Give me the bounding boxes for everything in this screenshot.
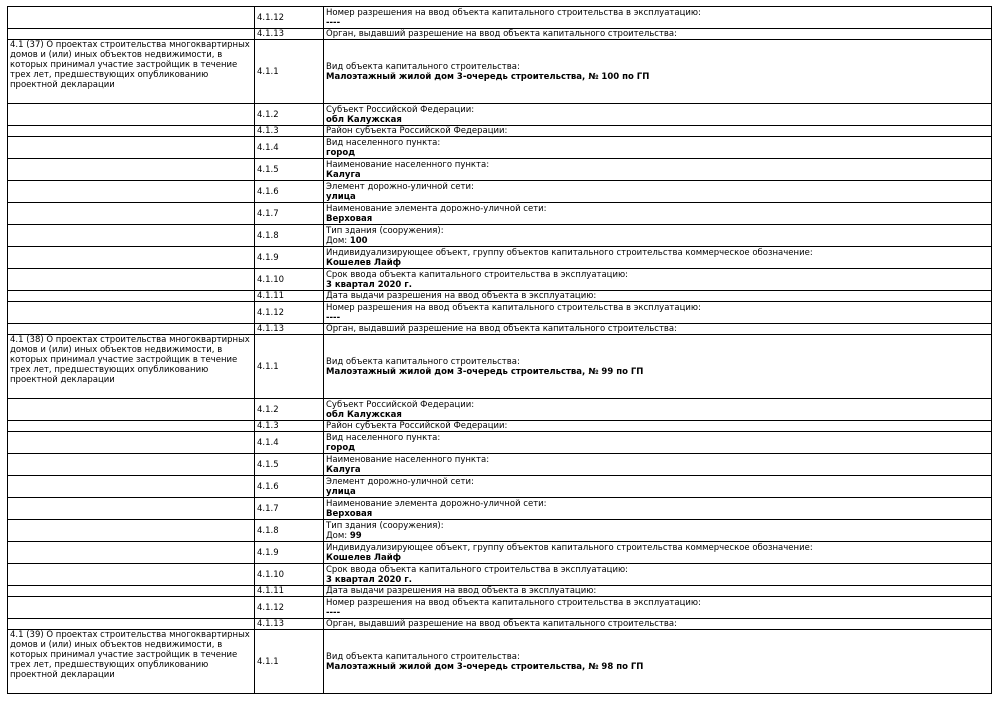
field-label: Номер разрешения на ввод объекта капитального строительства в эксплуатацию: [326, 7, 701, 18]
row-field [324, 181, 992, 203]
section-title-cell [8, 630, 255, 694]
field-value: Малоэтажный жилой дом 3-очередь строительства, № 99 по ГП [326, 366, 644, 377]
row-field [324, 29, 992, 40]
table-row [8, 203, 992, 225]
field-label: Наименование населенного пункта: [326, 159, 490, 170]
row-number: 4.1.4 [255, 432, 324, 454]
field-label: Вид населенного пункта: [326, 137, 441, 148]
field-label: Вид объекта капитального строительства: [326, 651, 520, 662]
empty-cell [8, 159, 255, 181]
table-row [8, 498, 992, 520]
field-label: Срок ввода объекта капитального строительства в эксплуатацию: [326, 564, 629, 575]
table-row [8, 432, 992, 454]
row-field [324, 335, 992, 399]
row-field [324, 137, 992, 159]
field-value: ---- [326, 17, 341, 28]
empty-cell [8, 137, 255, 159]
table-row [8, 564, 992, 586]
row-field [324, 399, 992, 421]
empty-cell [8, 597, 255, 619]
field-label: Срок ввода объекта капитального строительства в эксплуатацию: [326, 269, 629, 280]
field-label: Район субъекта Российской Федерации: [326, 421, 508, 431]
row-number: 4.1.7 [255, 498, 324, 520]
empty-cell [8, 619, 255, 630]
field-value: Малоэтажный жилой дом 3-очередь строительства, № 98 по ГП [326, 661, 644, 672]
field-label: Тип здания (сооружения): [326, 520, 444, 531]
field-value: ---- [326, 607, 341, 618]
table-row [8, 324, 992, 335]
field-value: улица [326, 191, 356, 202]
field-value-line [326, 236, 989, 246]
row-field [324, 247, 992, 269]
row-number: 4.1.8 [255, 520, 324, 542]
empty-cell [8, 324, 255, 335]
empty-cell [8, 29, 255, 40]
table-row [8, 247, 992, 269]
table-row [8, 29, 992, 40]
row-number: 4.1.2 [255, 399, 324, 421]
table-row [8, 137, 992, 159]
row-number: 4.1.6 [255, 181, 324, 203]
row-field [324, 203, 992, 225]
row-number: 4.1.13 [255, 29, 324, 40]
field-value: город [326, 147, 356, 158]
empty-cell [8, 454, 255, 476]
row-field [324, 454, 992, 476]
row-number: 4.1.9 [255, 542, 324, 564]
empty-cell [8, 432, 255, 454]
field-value-line [326, 531, 989, 541]
table-row [8, 542, 992, 564]
row-field [324, 225, 992, 247]
row-number: 4.1.1 [255, 335, 324, 399]
field-label: Дата выдачи разрешения на ввод объекта в эксплуатацию: [326, 291, 597, 301]
field-label: Наименование элемента дорожно-уличной сети: [326, 203, 547, 214]
field-label: Вид населенного пункта: [326, 432, 441, 443]
field-label: Индивидуализирующее объект, группу объектов капитального строительства коммерческое обозначение: [326, 247, 813, 258]
row-field [324, 476, 992, 498]
table-row [8, 126, 992, 137]
row-number: 4.1.12 [255, 302, 324, 324]
field-value: Калуга [326, 169, 361, 180]
empty-cell [8, 203, 255, 225]
field-label: Элемент дорожно-уличной сети: [326, 181, 474, 192]
field-value-prefix: Дом: [326, 235, 348, 246]
field-value: Верховая [326, 213, 373, 224]
row-field [324, 302, 992, 324]
table-row [8, 476, 992, 498]
section-title: 4.1 (38) О проектах строительства многоквартирных домов и (или) иных объектов недвижимости, в которых принимал участие застройщик в течение трех лет, предшествующих опубликованию проектной декларации [10, 335, 250, 385]
empty-cell [8, 520, 255, 542]
row-field [324, 291, 992, 302]
row-field [324, 324, 992, 335]
declaration-table [7, 6, 992, 694]
empty-cell [8, 269, 255, 291]
table-row [8, 421, 992, 432]
row-number: 4.1.10 [255, 564, 324, 586]
table-row [8, 181, 992, 203]
table-row [8, 597, 992, 619]
field-label: Вид объекта капитального строительства: [326, 356, 520, 367]
empty-cell [8, 498, 255, 520]
field-label: Вид объекта капитального строительства: [326, 61, 520, 72]
row-field [324, 619, 992, 630]
row-field [324, 269, 992, 291]
table-row [8, 586, 992, 597]
row-field [324, 126, 992, 137]
row-number: 4.1.12 [255, 597, 324, 619]
row-number: 4.1.5 [255, 454, 324, 476]
field-value: Верховая [326, 508, 373, 519]
field-label: Субъект Российской Федерации: [326, 104, 475, 115]
empty-cell [8, 586, 255, 597]
table-row [8, 630, 992, 694]
empty-cell [8, 542, 255, 564]
field-value: 100 [349, 235, 368, 246]
field-label: Орган, выдавший разрешение на ввод объекта капитального строительства: [326, 324, 678, 334]
row-number: 4.1.10 [255, 269, 324, 291]
row-field [324, 40, 992, 104]
field-label: Номер разрешения на ввод объекта капитального строительства в эксплуатацию: [326, 302, 701, 313]
field-label: Индивидуализирующее объект, группу объектов капитального строительства коммерческое обозначение: [326, 542, 813, 553]
field-label: Орган, выдавший разрешение на ввод объекта капитального строительства: [326, 29, 678, 39]
empty-cell [8, 399, 255, 421]
field-label: Наименование элемента дорожно-уличной сети: [326, 498, 547, 509]
empty-cell [8, 181, 255, 203]
row-number: 4.1.8 [255, 225, 324, 247]
row-field [324, 542, 992, 564]
empty-cell [8, 126, 255, 137]
table-row [8, 454, 992, 476]
field-label: Дата выдачи разрешения на ввод объекта в эксплуатацию: [326, 586, 597, 596]
field-label: Район субъекта Российской Федерации: [326, 126, 508, 136]
row-number: 4.1.11 [255, 291, 324, 302]
table-row [8, 302, 992, 324]
empty-cell [8, 564, 255, 586]
table-row [8, 225, 992, 247]
table-row [8, 269, 992, 291]
row-number: 4.1.4 [255, 137, 324, 159]
field-value-prefix: Дом: [326, 530, 348, 541]
field-value: обл Калужская [326, 409, 402, 420]
row-number: 4.1.2 [255, 104, 324, 126]
row-number: 4.1.3 [255, 126, 324, 137]
table-row [8, 159, 992, 181]
table-row [8, 104, 992, 126]
section-title-cell [8, 40, 255, 104]
field-value: ---- [326, 312, 341, 323]
empty-cell [8, 225, 255, 247]
empty-cell [8, 476, 255, 498]
section-title: 4.1 (39) О проектах строительства многоквартирных домов и (или) иных объектов недвижимости, в которых принимал участие застройщик в течение трех лет, предшествующих опубликованию проектной декларации [10, 630, 250, 680]
field-value: 3 квартал 2020 г. [326, 279, 412, 290]
field-value: Калуга [326, 464, 361, 475]
table-row [8, 619, 992, 630]
table-row [8, 40, 992, 104]
row-field [324, 597, 992, 619]
empty-cell [8, 7, 255, 29]
field-label: Номер разрешения на ввод объекта капитального строительства в эксплуатацию: [326, 597, 701, 608]
row-field [324, 564, 992, 586]
row-number: 4.1.12 [255, 7, 324, 29]
empty-cell [8, 302, 255, 324]
row-number: 4.1.1 [255, 630, 324, 694]
section-title: 4.1 (37) О проектах строительства многоквартирных домов и (или) иных объектов недвижимости, в которых принимал участие застройщик в течение трех лет, предшествующих опубликованию проектной декларации [10, 40, 250, 90]
row-number: 4.1.7 [255, 203, 324, 225]
row-field [324, 421, 992, 432]
row-field [324, 498, 992, 520]
empty-cell [8, 104, 255, 126]
row-field [324, 520, 992, 542]
empty-cell [8, 291, 255, 302]
row-number: 4.1.3 [255, 421, 324, 432]
field-value: 99 [349, 530, 362, 541]
row-number: 4.1.9 [255, 247, 324, 269]
row-number: 4.1.13 [255, 619, 324, 630]
field-label: Элемент дорожно-уличной сети: [326, 476, 474, 487]
table-row [8, 399, 992, 421]
field-label: Тип здания (сооружения): [326, 225, 444, 236]
field-value: Малоэтажный жилой дом 3-очередь строительства, № 100 по ГП [326, 71, 650, 82]
row-number: 4.1.5 [255, 159, 324, 181]
field-label: Орган, выдавший разрешение на ввод объекта капитального строительства: [326, 619, 678, 629]
field-label: Наименование населенного пункта: [326, 454, 490, 465]
field-value: улица [326, 486, 356, 497]
table-row [8, 520, 992, 542]
field-label: Субъект Российской Федерации: [326, 399, 475, 410]
row-field [324, 159, 992, 181]
field-value: Кошелев Лайф [326, 552, 402, 563]
table-row [8, 291, 992, 302]
row-field [324, 432, 992, 454]
row-number: 4.1.1 [255, 40, 324, 104]
row-number: 4.1.6 [255, 476, 324, 498]
row-field [324, 630, 992, 694]
empty-cell [8, 421, 255, 432]
table-row [8, 335, 992, 399]
row-number: 4.1.13 [255, 324, 324, 335]
table-row [8, 7, 992, 29]
row-number: 4.1.11 [255, 586, 324, 597]
field-value: город [326, 442, 356, 453]
row-field [324, 586, 992, 597]
row-field [324, 104, 992, 126]
field-value: обл Калужская [326, 114, 402, 125]
empty-cell [8, 247, 255, 269]
row-field [324, 7, 992, 29]
section-title-cell [8, 335, 255, 399]
field-value: Кошелев Лайф [326, 257, 402, 268]
field-value: 3 квартал 2020 г. [326, 574, 412, 585]
